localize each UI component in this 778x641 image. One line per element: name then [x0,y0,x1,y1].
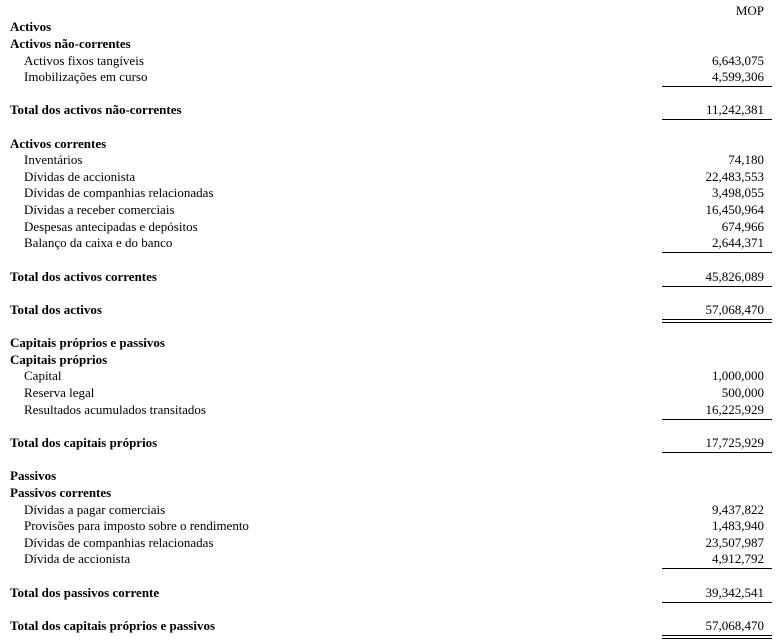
subsection-heading-row [0,35,778,52]
line-item [0,367,778,384]
line-item-value: 74,180 [728,152,764,167]
line-item-value: 3,498,055 [712,185,764,200]
subsection-heading: Capitais próprios [10,352,108,367]
line-item-value: 4,599,306 [712,69,764,84]
subsection-heading-row [0,484,778,501]
subsection-heading: Activos não-correntes [10,36,131,51]
subsection-heading-row [0,351,778,368]
line-item-value: 22,483,553 [705,169,764,184]
grand-total-row [0,301,778,318]
total-label: Total dos activos não-correntes [10,102,182,117]
line-item-value: 1,000,000 [712,368,764,383]
line-item [0,401,778,418]
section-heading: Passivos [10,468,57,483]
line-item [0,501,778,518]
line-item [0,534,778,551]
subsection-heading: Passivos correntes [10,485,112,500]
line-item [0,68,778,85]
grand-total-row [0,617,778,634]
line-item [0,384,778,401]
line-item-label: Provisões para imposto sobre o rendimento [24,518,249,533]
total-value: 57,068,470 [705,302,764,317]
line-item [0,201,778,218]
total-label: Total dos activos correntes [10,269,157,284]
line-item-label: Reserva legal [24,385,95,400]
line-item-label: Resultados acumulados transitados [24,402,206,417]
line-item-label: Dívidas a receber comerciais [24,202,175,217]
line-item [0,234,778,251]
total-underline [662,286,772,287]
line-item [0,517,778,534]
section-heading-row [0,334,778,351]
line-item-value: 16,450,964 [705,202,764,217]
section-heading: Activos [10,19,52,34]
total-label: Total dos activos [10,302,102,317]
line-item [0,184,778,201]
line-item-label: Dívida de accionista [24,551,131,566]
line-item-value: 4,912,792 [712,551,764,566]
line-item [0,218,778,235]
line-item-value: 6,643,075 [712,53,764,68]
total-underline [662,119,772,120]
section-heading-row [0,18,778,35]
line-item [0,168,778,185]
line-item-label: Activos fixos tangíveis [24,53,144,68]
line-item [0,550,778,567]
total-label: Total dos passivos corrente [10,585,160,600]
line-item-value: 23,507,987 [705,535,764,550]
total-underline [662,452,772,453]
subsection-heading: Activos correntes [10,136,107,151]
total-value: 17,725,929 [705,435,764,450]
line-item-value: 9,437,822 [712,502,764,517]
subsection-heading-row [0,135,778,152]
subtotal-rule [662,86,772,87]
section-heading-row [0,467,778,484]
total-row [0,101,778,118]
line-item-value: 1,483,940 [712,518,764,533]
line-item-label: Dívidas de companhias relacionadas [24,535,214,550]
line-item-value: 500,000 [721,385,764,400]
double-underline-bottom [662,638,772,639]
line-item-label: Inventários [24,152,83,167]
currency-header: MOP [735,3,764,18]
line-item-value: 16,225,929 [705,402,764,417]
line-item [0,151,778,168]
line-item-label: Dívidas a pagar comerciais [24,502,166,517]
subtotal-rule [662,419,772,420]
subtotal-rule [662,568,772,569]
line-item-label: Balanço da caixa e do banco [24,235,173,250]
line-item-label: Despesas antecipadas e depósitos [24,219,198,234]
line-item-value: 674,966 [721,219,764,234]
double-underline-top [662,319,772,320]
double-underline-bottom [662,322,772,323]
total-value: 11,242,381 [705,102,764,117]
total-value: 57,068,470 [705,618,764,633]
line-item-value: 2,644,371 [712,235,764,250]
double-underline-top [662,635,772,636]
total-row [0,584,778,601]
total-label: Total dos capitais próprios [10,435,158,450]
total-label: Total dos capitais próprios e passivos [10,618,216,633]
total-value: 45,826,089 [705,269,764,284]
line-item-label: Capital [24,368,62,383]
line-item-label: Imobilizações em curso [24,69,148,84]
line-item-label: Dívidas de accionista [24,169,136,184]
total-row [0,268,778,285]
total-value: 39,342,541 [705,585,764,600]
line-item [0,52,778,69]
total-row [0,434,778,451]
subtotal-rule [662,252,772,253]
line-item-label: Dívidas de companhias relacionadas [24,185,214,200]
total-underline [662,602,772,603]
section-heading: Capitais próprios e passivos [10,335,165,350]
